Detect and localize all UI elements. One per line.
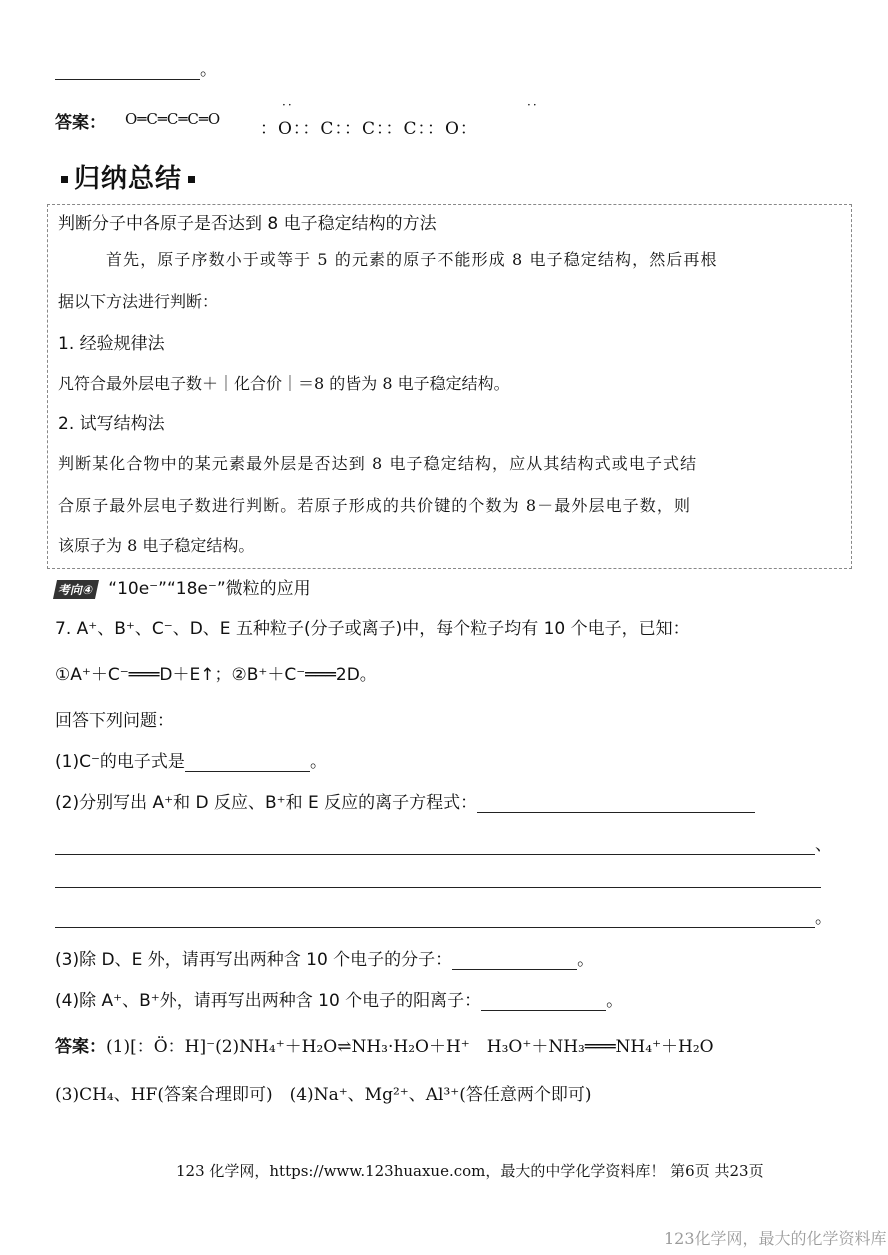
question-reactions: ①A⁺＋C⁻═══D＋E↑；②B⁺＋C⁻═══2D。 — [55, 665, 377, 685]
answer-blank[interactable] — [477, 792, 755, 813]
question-2: (2)分别写出 A⁺和 D 反应、B⁺和 E 反应的离子方程式： — [55, 788, 755, 813]
lone-pair-dots: ·· — [282, 98, 294, 112]
method-1-text: 凡符合最外层电子数＋｜化合价｜＝8 的皆为 8 电子稳定结构。 — [58, 374, 510, 393]
lone-pair-dots: ·· — [527, 98, 539, 112]
structural-formula: O═C═C═C═O — [125, 110, 221, 128]
question-2-line: 。 — [55, 903, 832, 928]
answer-blank[interactable] — [55, 909, 815, 928]
method-2-text: 判断某化合物中的某元素最外层是否达到 8 电子稳定结构，应从其结构式或电子式结 — [58, 454, 698, 473]
square-icon — [188, 176, 195, 183]
answer-blank[interactable] — [185, 751, 310, 772]
answer-blank[interactable] — [452, 949, 577, 970]
question-2-line: 、 — [55, 830, 832, 855]
method-2-title: 2. 试写结构法 — [58, 414, 165, 434]
watermark: 123化学网，最大的化学资料库 — [664, 1229, 887, 1248]
answer-blank[interactable] — [55, 836, 815, 855]
summary-box — [47, 204, 852, 569]
method-2-text: 该原子为 8 电子稳定结构。 — [58, 536, 255, 555]
summary-intro-cont: 据以下方法进行判断： — [58, 292, 219, 311]
topic-title: “10e⁻”“18e⁻”微粒的应用 — [108, 579, 311, 599]
question-4: (4)除 A⁺、B⁺外，请再写出两种含 10 个电子的阳离子： 。 — [55, 991, 624, 1011]
section-title: 归纳总结 — [55, 158, 201, 195]
method-2-text: 合原子最外层电子数进行判断。若原子形成的共价键的个数为 8－最外层电子数，则 — [58, 496, 692, 515]
question-3: (3)除 D、E 外，请再写出两种含 10 个电子的分子： 。 — [55, 950, 595, 970]
topic-badge: 考向④ — [53, 580, 99, 599]
question-1: (1)C⁻的电子式是 。 — [55, 752, 327, 772]
answer-blank[interactable] — [55, 869, 821, 888]
answer-2-part-2: (2)NH₄⁺＋H₂O⇌NH₃·H₂O＋H⁺ H₃O⁺＋NH₃═══NH₄⁺＋H₂O — [215, 1037, 714, 1057]
answer-2-part-3: (3)CH₄、HF(答案合理即可) (4)Na⁺、Mg²⁺、Al³⁺(答任意两个即可) — [55, 1085, 592, 1105]
summary-intro: 首先，原子序数小于或等于 5 的元素的原子不能形成 8 电子稳定结构，然后再根 — [106, 250, 718, 269]
top-blank-line: 。 — [55, 55, 217, 80]
answer-blank[interactable] — [481, 990, 606, 1011]
question-stem: 7. A⁺、B⁺、C⁻、D、E 五种粒子(分子或离子)中，每个粒子均有 10 个电子，已知： — [55, 619, 690, 639]
electron-formula: ：O：：C：：C：：C：：O： — [260, 119, 478, 139]
question-2-line — [55, 868, 821, 888]
question-prompt: 回答下列问题： — [55, 711, 174, 731]
method-1-title: 1. 经验规律法 — [58, 334, 165, 354]
square-icon — [61, 176, 68, 183]
answer-2: 答案：(1)[：Ö：H]⁻(2)NH₄⁺＋H₂O⇌NH₃·H₂O＋H⁺ H₃O⁺＋NH₃═══NH₄⁺＋H₂O — [55, 1037, 714, 1057]
answer-label: 答案： — [55, 113, 106, 133]
answer-2-part-1: (1)[：Ö：H]⁻ — [106, 1037, 216, 1057]
summary-heading: 判断分子中各原子是否达到 8 电子稳定结构的方法 — [58, 214, 437, 234]
topic-line — [55, 574, 311, 599]
page-footer: 123 化学网，https://www.123huaxue.com，最大的中学化学资料库！ 第6页 共23页 — [176, 1162, 764, 1180]
